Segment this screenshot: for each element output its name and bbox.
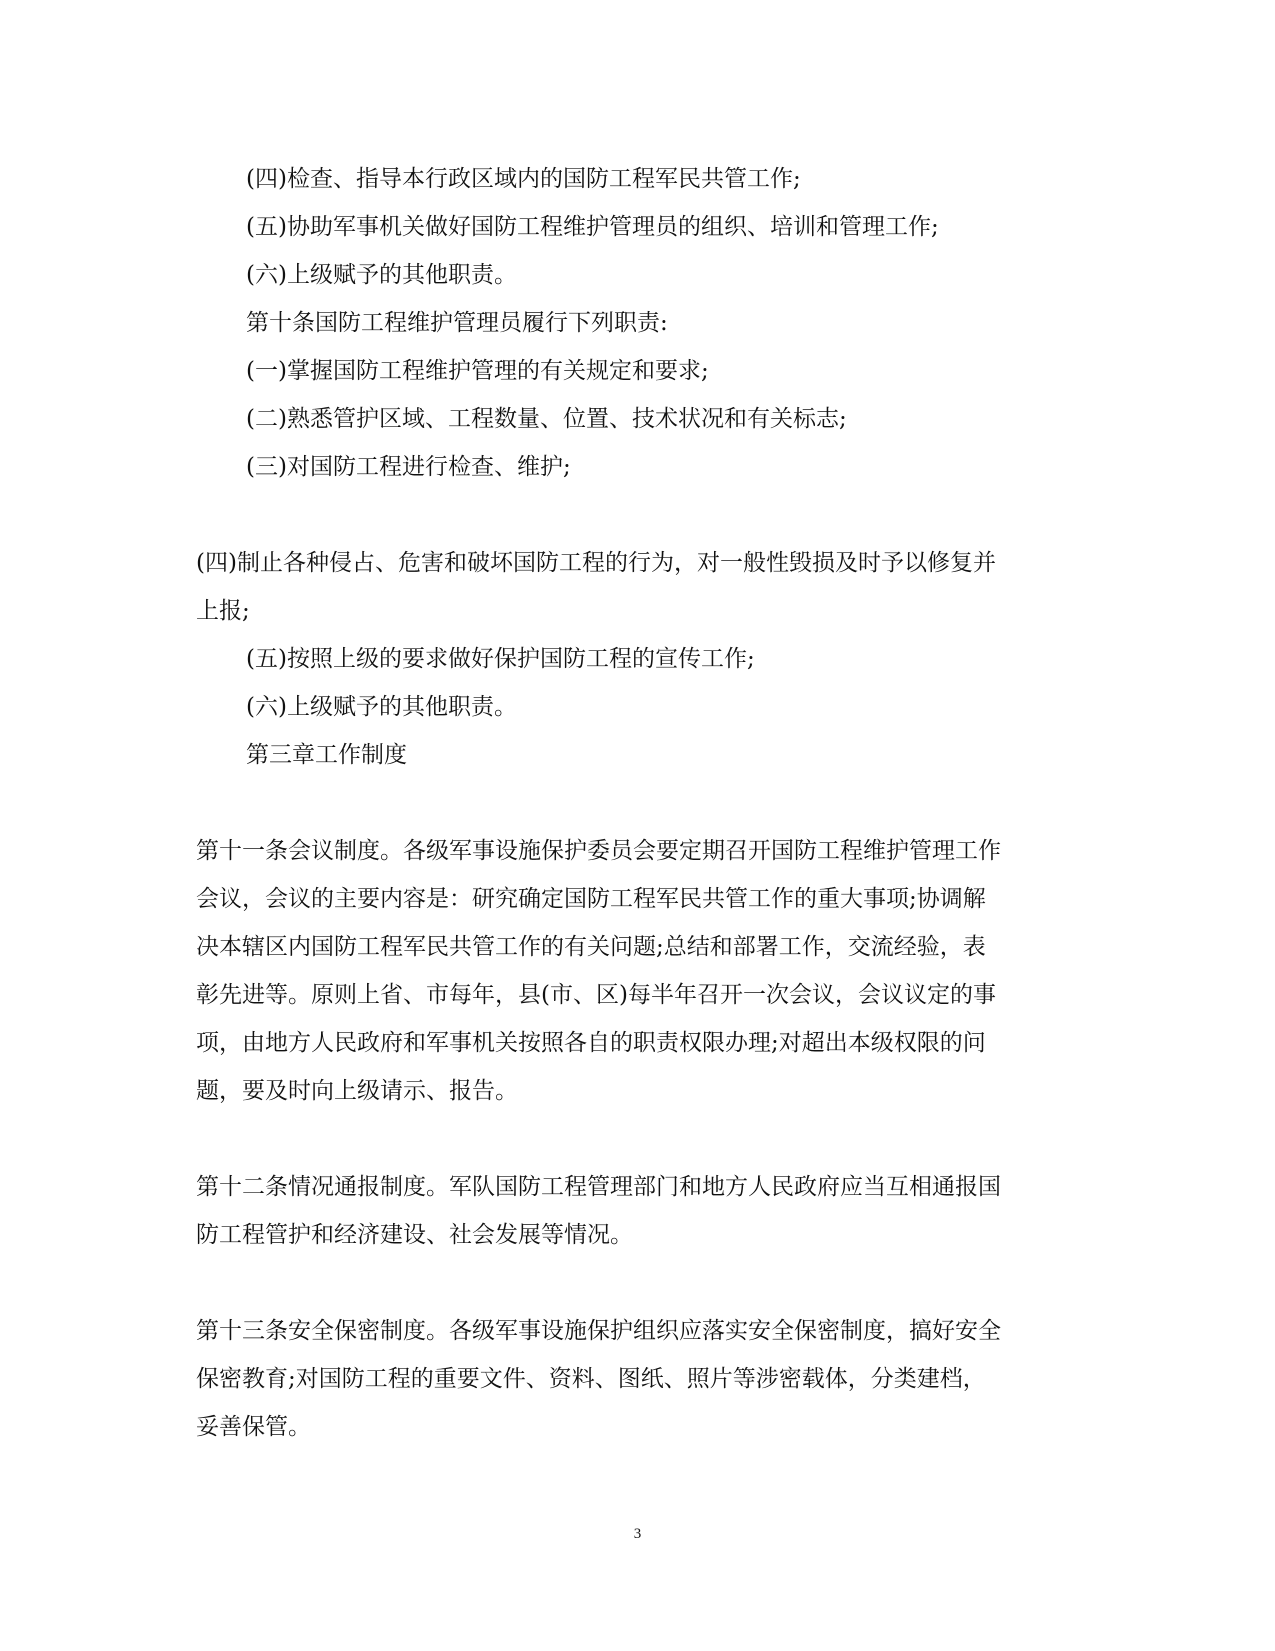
- article-11-paragraph: [196, 827, 1076, 1115]
- paragraph-line: 保密教育;对国防工程的重要文件、资料、图纸、照片等涉密载体，分类建档，: [196, 1366, 986, 1392]
- paragraph-line: 决本辖区内国防工程军民共管工作的有关问题;总结和部署工作，交流经验，表: [196, 934, 986, 960]
- paragraph-line: 上报;: [196, 598, 250, 624]
- paragraph-line: 第十二条情况通报制度。军队国防工程管理部门和地方人民政府应当互相通报国: [196, 1174, 1001, 1200]
- paragraph-gap: [196, 779, 1076, 827]
- paragraph-line: 题，要及时向上级请示、报告。: [196, 1078, 518, 1104]
- paragraph-line: (四)制止各种侵占、危害和破坏国防工程的行为，对一般性毁损及时予以修复并: [196, 550, 996, 576]
- document-body: [196, 155, 1076, 1451]
- article-heading: 第十条国防工程维护管理员履行下列职责:: [246, 310, 668, 336]
- list-item: (二)熟悉管护区域、工程数量、位置、技术状况和有关标志;: [246, 406, 847, 432]
- paragraph-line: 第十一条会议制度。各级军事设施保护委员会要定期召开国防工程维护管理工作: [196, 838, 1001, 864]
- paragraph-line: 彰先进等。原则上省、市每年，县(市、区)每半年召开一次会议，会议议定的事: [196, 982, 996, 1008]
- page-number: 3: [633, 1526, 642, 1542]
- list-item: (六)上级赋予的其他职责。: [246, 694, 517, 720]
- list-item: (四)检查、指导本行政区域内的国防工程军民共管工作;: [246, 166, 801, 192]
- list-item: (五)协助军事机关做好国防工程维护管理员的组织、培训和管理工作;: [246, 214, 939, 240]
- article-12-paragraph: [196, 1163, 1076, 1259]
- paragraph-line: 防工程管护和经济建设、社会发展等情况。: [196, 1222, 633, 1248]
- list-item: (一)掌握国防工程维护管理的有关规定和要求;: [246, 358, 709, 384]
- paragraph-line: 会议，会议的主要内容是：研究确定国防工程军民共管工作的重大事项;协调解: [196, 886, 986, 912]
- list-item: (六)上级赋予的其他职责。: [246, 262, 517, 288]
- paragraph-line: 项，由地方人民政府和军事机关按照各自的职责权限办理;对超出本级权限的问: [196, 1030, 986, 1056]
- paragraph-gap: [196, 1259, 1076, 1307]
- list-item: (三)对国防工程进行检查、维护;: [246, 454, 571, 480]
- paragraph-item-4: [196, 539, 1076, 635]
- paragraph-line: 妥善保管。: [196, 1414, 311, 1440]
- list-item: (五)按照上级的要求做好保护国防工程的宣传工作;: [246, 646, 755, 672]
- paragraph-gap: [196, 491, 1076, 539]
- paragraph-gap: [196, 1115, 1076, 1163]
- chapter-heading: 第三章工作制度: [246, 742, 407, 768]
- article-13-paragraph: [196, 1307, 1076, 1451]
- paragraph-line: 第十三条安全保密制度。各级军事设施保护组织应落实安全保密制度，搞好安全: [196, 1318, 1001, 1344]
